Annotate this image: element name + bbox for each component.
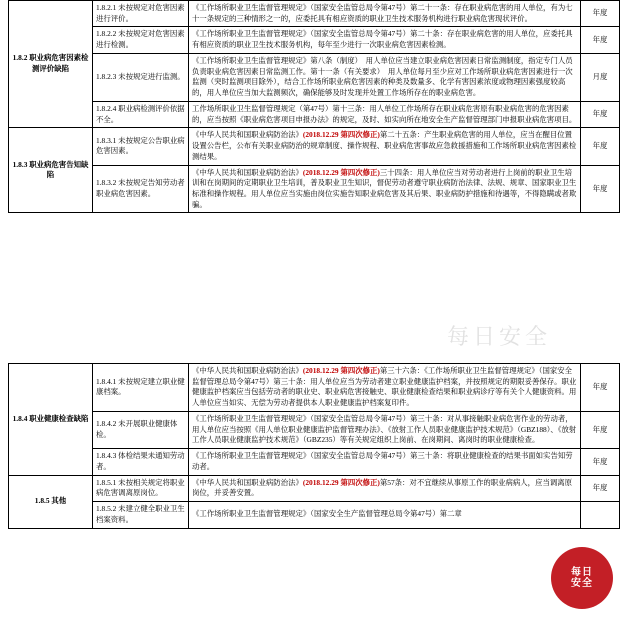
watermark-logo-line2: 安全 xyxy=(571,578,593,589)
watermark-logo-line1: 每日 xyxy=(571,566,593,578)
basis-cell-1851: 《中华人民共和国职业病防治法》(2018.12.29 第四次修正)第57条：对不宜继续从事原工作的职业病病人，应当调离原岗位，并妥善安置。 xyxy=(189,475,581,501)
item-cell-1822: 1.8.2.2 未按规定对危害因素进行检测。 xyxy=(93,27,189,53)
basis-cell-1822: 《工作场所职业卫生监督管理规定》（国家安全监管总局令第47号）第二十条：存在职业病危害的用人单位，应委托具有相应资质的职业卫生技术服务机构，每年至少进行一次职业病危害因素检测。 xyxy=(189,27,581,53)
deficiency-table-2 xyxy=(8,363,620,529)
frequency-cell-1832: 年度 xyxy=(581,165,620,213)
basis-cell-1852: 《工作场所职业卫生监督管理规定》（国家安全生产监督管理总局令第47号）第二章 xyxy=(189,502,581,528)
deficiency-table-1 xyxy=(8,0,620,213)
basis-cell-1843: 《工作场所职业卫生监督管理规定》（国家安全监管总局令第47号）第三十条：将职业健康检查的结果书面如实告知劳动者。 xyxy=(189,449,581,475)
item-cell-1831: 1.8.3.1 未按规定公告职业病危害因素。 xyxy=(93,128,189,165)
basis-cell-1824: 工作场所职业卫生监督管理规定（第47号）第十三条：用人单位工作场所存在职业病危害原有职业病危害的危害因素的，应当按照《职业病危害项目申报办法》的规定，及时、如实向所在地安全生产监督管理部门申报职业病危害项目。 xyxy=(189,101,581,127)
frequency-cell-1852 xyxy=(581,502,620,528)
table-row xyxy=(9,449,620,475)
frequency-cell-1821: 年度 xyxy=(581,1,620,27)
table-row xyxy=(9,411,620,448)
frequency-cell-1831: 年度 xyxy=(581,128,620,165)
frequency-cell-1824: 年度 xyxy=(581,101,620,127)
watermark-logo xyxy=(551,547,613,609)
table-row xyxy=(9,1,620,27)
item-cell-1824: 1.8.2.4 职业病检测评价依据不全。 xyxy=(93,101,189,127)
item-cell-1843: 1.8.4.3 体检结果未通知劳动者。 xyxy=(93,449,189,475)
basis-cell-1832: 《中华人民共和国职业病防治法》(2018.12.29 第四次修正)三十四条：用人单位应当对劳动者进行上岗前的职业卫生培训和在岗期间的定期职业卫生培训，普及职业卫生知识，督促劳动者遵守职业病防治法律、法规、规章、国家职业卫生标准和操作规程。用人单位应当实施由岗位实施告知职业病危害及其后果、职业病防护措施和待遇等，不得隐瞒或者欺骗。 xyxy=(189,165,581,213)
frequency-cell-1822: 年度 xyxy=(581,27,620,53)
category-cell-185: 1.8.5 其他 xyxy=(9,475,93,528)
frequency-cell-1823: 月度 xyxy=(581,53,620,101)
item-cell-1842: 1.8.4.2 未开展职业健康体检。 xyxy=(93,411,189,448)
table-row xyxy=(9,27,620,53)
table-row xyxy=(9,502,620,528)
item-cell-1821: 1.8.2.1 未按规定对危害因素进行评价。 xyxy=(93,1,189,27)
watermark-ghost-text: 每日安全 xyxy=(446,324,551,349)
table-row xyxy=(9,475,620,501)
table-row xyxy=(9,165,620,213)
frequency-cell-1841: 年度 xyxy=(581,364,620,412)
item-cell-1832: 1.8.3.2 未按规定告知劳动者职业病危害因素。 xyxy=(93,165,189,213)
category-cell-182: 1.8.2 职业病危害因素检测评价缺陷 xyxy=(9,1,93,128)
table-block-1 xyxy=(0,0,627,213)
table-block-2 xyxy=(0,363,627,529)
item-cell-1851: 1.8.5.1 未按相关规定将职业病危害调离原岗位。 xyxy=(93,475,189,501)
basis-cell-1841: 《中华人民共和国职业病防治法》(2018.12.29 第四次修正)第三十六条：《工作场所职业卫生监督管理规定》（国家安全监督管理总局令第47号）第三十条：用人单位应当为劳动者建立职业健康监护档案，并按照规定的期限妥善保存。职业健康监护档案应当包括劳动者的职业史、职业病危害接触史、职业健康检查结果和职业病诊疗等有关个人健康资料。用人单位应当如实、无偿为劳动者提供本人职业健康监护档案复印件。 xyxy=(189,364,581,412)
table-row xyxy=(9,128,620,165)
item-cell-1823: 1.8.2.3 未按规定进行监测。 xyxy=(93,53,189,101)
basis-cell-1842: 《工作场所职业卫生监督管理规定》（国家安全监管总局令第47号）第三十条：对从事接触职业病危害作业的劳动者，用人单位应当按照《用人单位职业健康监护监督管理办法》、《放射工作人员职业健康监护技术规范》（GBZ188）、《放射工作人员职业健康监护技术规范》（GBZ235）等有关规定组织上岗前、在岗期间、离岗时的职业健康检查。 xyxy=(189,411,581,448)
frequency-cell-1851: 年度 xyxy=(581,475,620,501)
item-cell-1841: 1.8.4.1 未按规定建立职业健康档案。 xyxy=(93,364,189,412)
frequency-cell-1842: 年度 xyxy=(581,411,620,448)
table-row xyxy=(9,101,620,127)
frequency-cell-1843: 年度 xyxy=(581,449,620,475)
category-cell-183: 1.8.3 职业病危害告知缺陷 xyxy=(9,128,93,213)
category-cell-184: 1.8.4 职业健康检查缺陷 xyxy=(9,364,93,476)
table-row xyxy=(9,53,620,101)
item-cell-1852: 1.8.5.2 未建立健全职业卫生档案资料。 xyxy=(93,502,189,528)
table-row xyxy=(9,364,620,412)
basis-cell-1821: 《工作场所职业卫生监督管理规定》（国家安全监管总局令第47号）第二十一条：存在职业病危害的用人单位，有为七十一条规定的三种情形之一的，应委托具有相应资质的职业卫生技术服务机构进行职业病危害现状评价。 xyxy=(189,1,581,27)
basis-cell-1823: 《工作场所职业卫生监督管理规定》第八条（制度） 用人单位应当建立职业病危害因素日常监测制度，指定专门人员负责职业病危害因素日常监测工作。第十一条（有关要求） 用人单位每月至少应对工作场所职业病危害因素进行一次监测（突时监测项目除外），结合工作场所职业病危害因素的种类及数量多、化学有害因素浓度或物理因素强度较高的，用人单位应当加大监测频次，确保能够及时发现并处置工作场所存在的职业病危害。 xyxy=(189,53,581,101)
basis-cell-1831: 《中华人民共和国职业病防治法》(2018.12.29 第四次修正)第二十五条：产生职业病危害的用人单位，应当在醒目位置设置公告栏，公布有关职业病防治的规章制度、操作规程、职业病危害事故应急救援措施和工作场所职业病危害因素检测结果。 xyxy=(189,128,581,165)
